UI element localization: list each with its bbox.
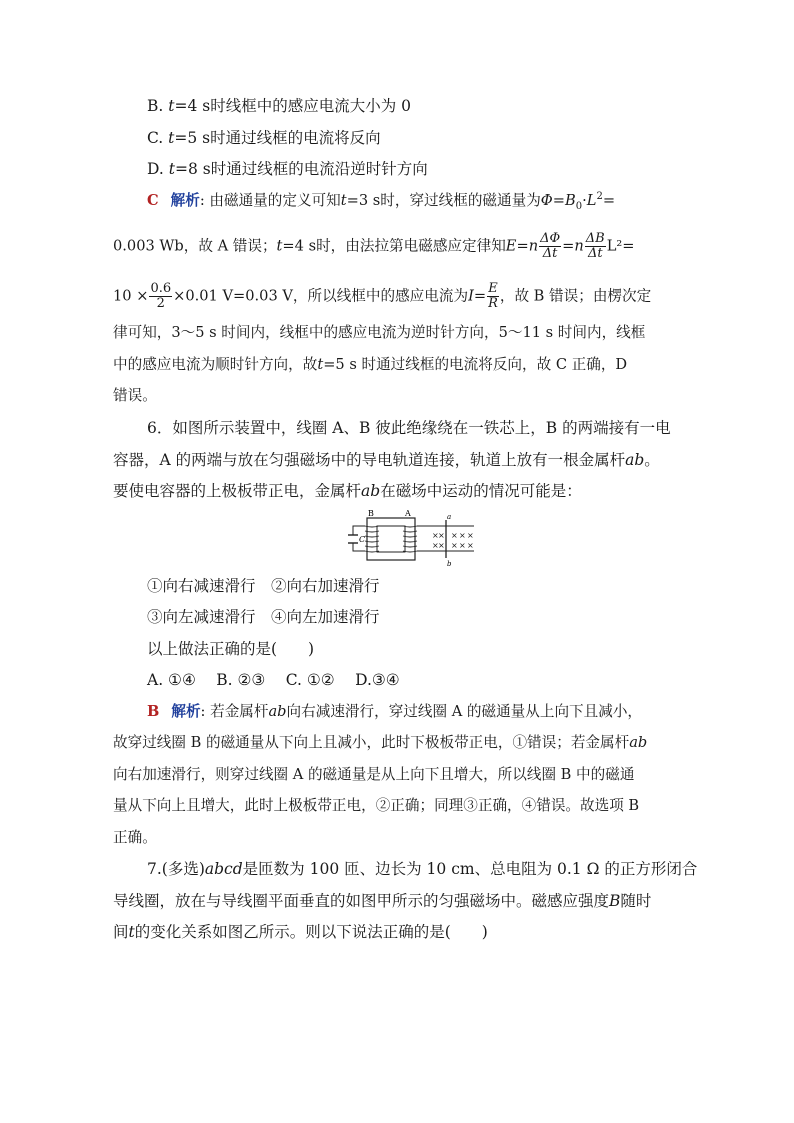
q5-option-d — [147, 159, 428, 179]
analysis-label: 解析 — [170, 192, 200, 209]
text: 在磁场中运动的情况可能是： — [380, 482, 582, 500]
svg-text:×: × — [432, 541, 439, 550]
text: 0.003 Wb，故 A 错误； — [113, 237, 277, 255]
var-ab: ab — [268, 703, 287, 720]
label-rod-a: a — [447, 513, 452, 521]
q6-stem-line3 — [113, 481, 582, 501]
text: 错误。 — [113, 387, 157, 404]
text: ×0.01 V=0.03 V，所以线框中的感应电流为 — [173, 287, 469, 305]
text: 10 × — [113, 287, 149, 305]
svg-text:×: × — [459, 531, 466, 540]
svg-text:×: × — [451, 531, 458, 540]
label-rod-b: b — [447, 560, 452, 568]
var-t: t — [168, 97, 175, 115]
text: ③向左减速滑行 ④向左加速滑行 — [147, 608, 380, 626]
q5-option-b — [147, 96, 411, 116]
fraction-db-dt — [585, 232, 606, 261]
q5-explanation-line3: 10 × $\frac{0.6}{2}$ ×0.01 V=0.03 V，所以线框中的感应电流为I= $\frac{E}{R}$ ，故 B 错误；由楞次定 — [113, 281, 652, 311]
text: · — [582, 192, 587, 209]
q5-explanation-line6 — [113, 386, 157, 406]
text: =3 s时，穿过线框的磁通量为 — [346, 192, 541, 209]
answer-letter: C — [147, 192, 159, 209]
var-ab: ab — [629, 734, 648, 751]
q5-explanation-line2: 0.003 Wb，故 A 错误；t=4 s时，由法拉第电磁感应定律知E=n $\frac{\Delta\Phi}{\Delta t}$ =n $\frac{\Delta B}{\Delta t}$ L²= — [113, 231, 635, 261]
q6-explanation-line1 — [147, 702, 642, 722]
text: ①向右减速滑行 ②向右加速滑行 — [147, 577, 380, 595]
opt-label: C. — [147, 129, 169, 147]
numerator: E — [488, 281, 498, 296]
text: 。 — [644, 451, 660, 469]
q6-prompt — [147, 639, 314, 659]
text: : 若金属杆 — [200, 703, 269, 720]
text: 7.(多选) — [147, 860, 205, 878]
numerator: 0.6 — [150, 281, 172, 296]
denominator: Δt — [542, 246, 558, 261]
text: =5 s 时通过线框的电流将反向，故 C 正确，D — [323, 356, 628, 373]
text: 向右减速滑行，穿过线圈 A 的磁通量从上向下且减小， — [286, 703, 643, 720]
text: ，故 B 错误；由楞次定 — [499, 287, 652, 305]
var-t: t — [128, 923, 135, 941]
q6-items-line2 — [147, 607, 380, 627]
magnetic-field-crosses — [432, 531, 474, 550]
var-b0: B — [565, 192, 576, 209]
text: 要使电容器的上极板带正电，金属杆 — [113, 482, 362, 500]
text: 量从下向上且增大，此时上极板带正电，②正确；同理③正确，④错误。故选项 B — [113, 797, 640, 814]
q6-explanation-line4 — [113, 796, 639, 816]
denominator: Δt — [587, 246, 603, 261]
var-phi: Φ — [540, 192, 553, 209]
label-c: C — [359, 535, 366, 544]
denominator: 2 — [156, 296, 165, 311]
text: 是匝数为 100 匝、边长为 10 cm、总电阻为 0.1 Ω 的正方形闭合 — [242, 860, 698, 878]
text: 的变化关系如图乙所示。则以下说法正确的是( ) — [134, 923, 488, 941]
text: 中的感应电流为顺时针方向，故 — [113, 356, 318, 373]
var-t: t — [317, 356, 324, 373]
var-ab: ab — [361, 482, 381, 500]
numerator: ΔΦ — [540, 231, 561, 246]
svg-text:×: × — [438, 541, 445, 550]
opt-text: =5 s时通过线框的电流将反向 — [174, 129, 381, 147]
opt-label: B. — [147, 97, 169, 115]
fraction-e-r — [487, 282, 499, 311]
q5-explanation-line1: C 解析: 由磁通量的定义可知t=3 s时，穿过线框的磁通量为$\Phi=B_0\cdot L^2=$ — [147, 191, 616, 212]
denominator: R — [488, 296, 498, 311]
q5-explanation-line5 — [113, 355, 627, 375]
text: 故穿过线圈 B 的磁通量从下向上且减小，此时下极板带正电，①错误；若金属杆 — [113, 734, 630, 751]
q7-stem-line1 — [147, 859, 697, 879]
text: 向右加速滑行，则穿过线圈 A 的磁通量是从上向下且增大，所以线圈 B 中的磁通 — [113, 766, 635, 783]
svg-text:×: × — [432, 531, 439, 540]
answer-letter: B — [147, 703, 160, 720]
analysis-label: 解析 — [171, 703, 201, 720]
svg-text:×: × — [459, 541, 466, 550]
var-abcd: abcd — [204, 860, 243, 878]
opt-text: =8 s时通过线框的电流沿逆时针方向 — [174, 160, 428, 178]
text: : 由磁通量的定义可知 — [199, 192, 341, 209]
text: 律可知，3～5 s 时间内，线框中的感应电流为逆时针方向，5～11 s 时间内，线框 — [113, 324, 646, 341]
text: 正确。 — [113, 829, 157, 846]
q6-explanation-line2 — [113, 733, 647, 753]
text: A. ①④ B. ②③ C. ①② D.③④ — [147, 671, 400, 689]
q5-explanation-line4 — [113, 323, 645, 343]
var-b: B — [609, 892, 621, 910]
numerator: ΔB — [585, 231, 605, 246]
svg-text:×: × — [467, 531, 474, 540]
svg-text:×: × — [451, 541, 458, 550]
text: 间 — [113, 923, 129, 941]
var-t: t — [276, 237, 283, 255]
label-a: A — [405, 509, 411, 518]
opt-label: D. — [147, 160, 169, 178]
core-window — [377, 526, 405, 552]
svg-text:×: × — [467, 541, 474, 550]
text: = — [602, 192, 616, 209]
text: 随时 — [620, 892, 652, 910]
text: =4 s时，由法拉第电磁感应定律知 — [282, 237, 506, 255]
var-ab: ab — [625, 451, 645, 469]
q6-options — [147, 670, 400, 690]
text: L²= — [606, 237, 635, 255]
var-t: t — [168, 129, 175, 147]
q6-stem-line2 — [113, 450, 660, 470]
q7-stem-line3 — [113, 922, 488, 942]
svg-text:×: × — [438, 531, 445, 540]
q5-option-c — [147, 128, 381, 148]
coil-a-leads — [417, 526, 429, 551]
text: 容器，A 的两端与放在匀强磁场中的导电轨道连接，轨道上放有一根金属杆 — [113, 451, 626, 469]
text: 以上做法正确的是( ) — [147, 640, 315, 658]
var-t: t — [168, 160, 175, 178]
q6-explanation-line5 — [113, 828, 157, 848]
text: 导线圈，放在与导线圈平面垂直的如图甲所示的匀强磁场中。磁感应强度 — [113, 892, 610, 910]
text: 6．如图所示装置中，线圈 A、B 彼此绝缘绕在一铁芯上，B 的两端接有一电 — [147, 419, 671, 437]
q6-items-line1 — [147, 576, 380, 596]
fraction-dphi-dt — [539, 232, 561, 261]
var-l: L — [586, 192, 597, 209]
var-t: t — [340, 192, 347, 209]
transformer-rail-diagram — [347, 508, 475, 570]
fraction-0.6-2 — [149, 282, 172, 311]
opt-text: =4 s时线框中的感应电流大小为 0 — [174, 97, 412, 115]
label-b: B — [368, 509, 374, 518]
iron-core — [367, 518, 415, 560]
q7-stem-line2 — [113, 891, 651, 911]
q6-stem-line1 — [147, 418, 671, 438]
q6-explanation-line3 — [113, 765, 634, 785]
